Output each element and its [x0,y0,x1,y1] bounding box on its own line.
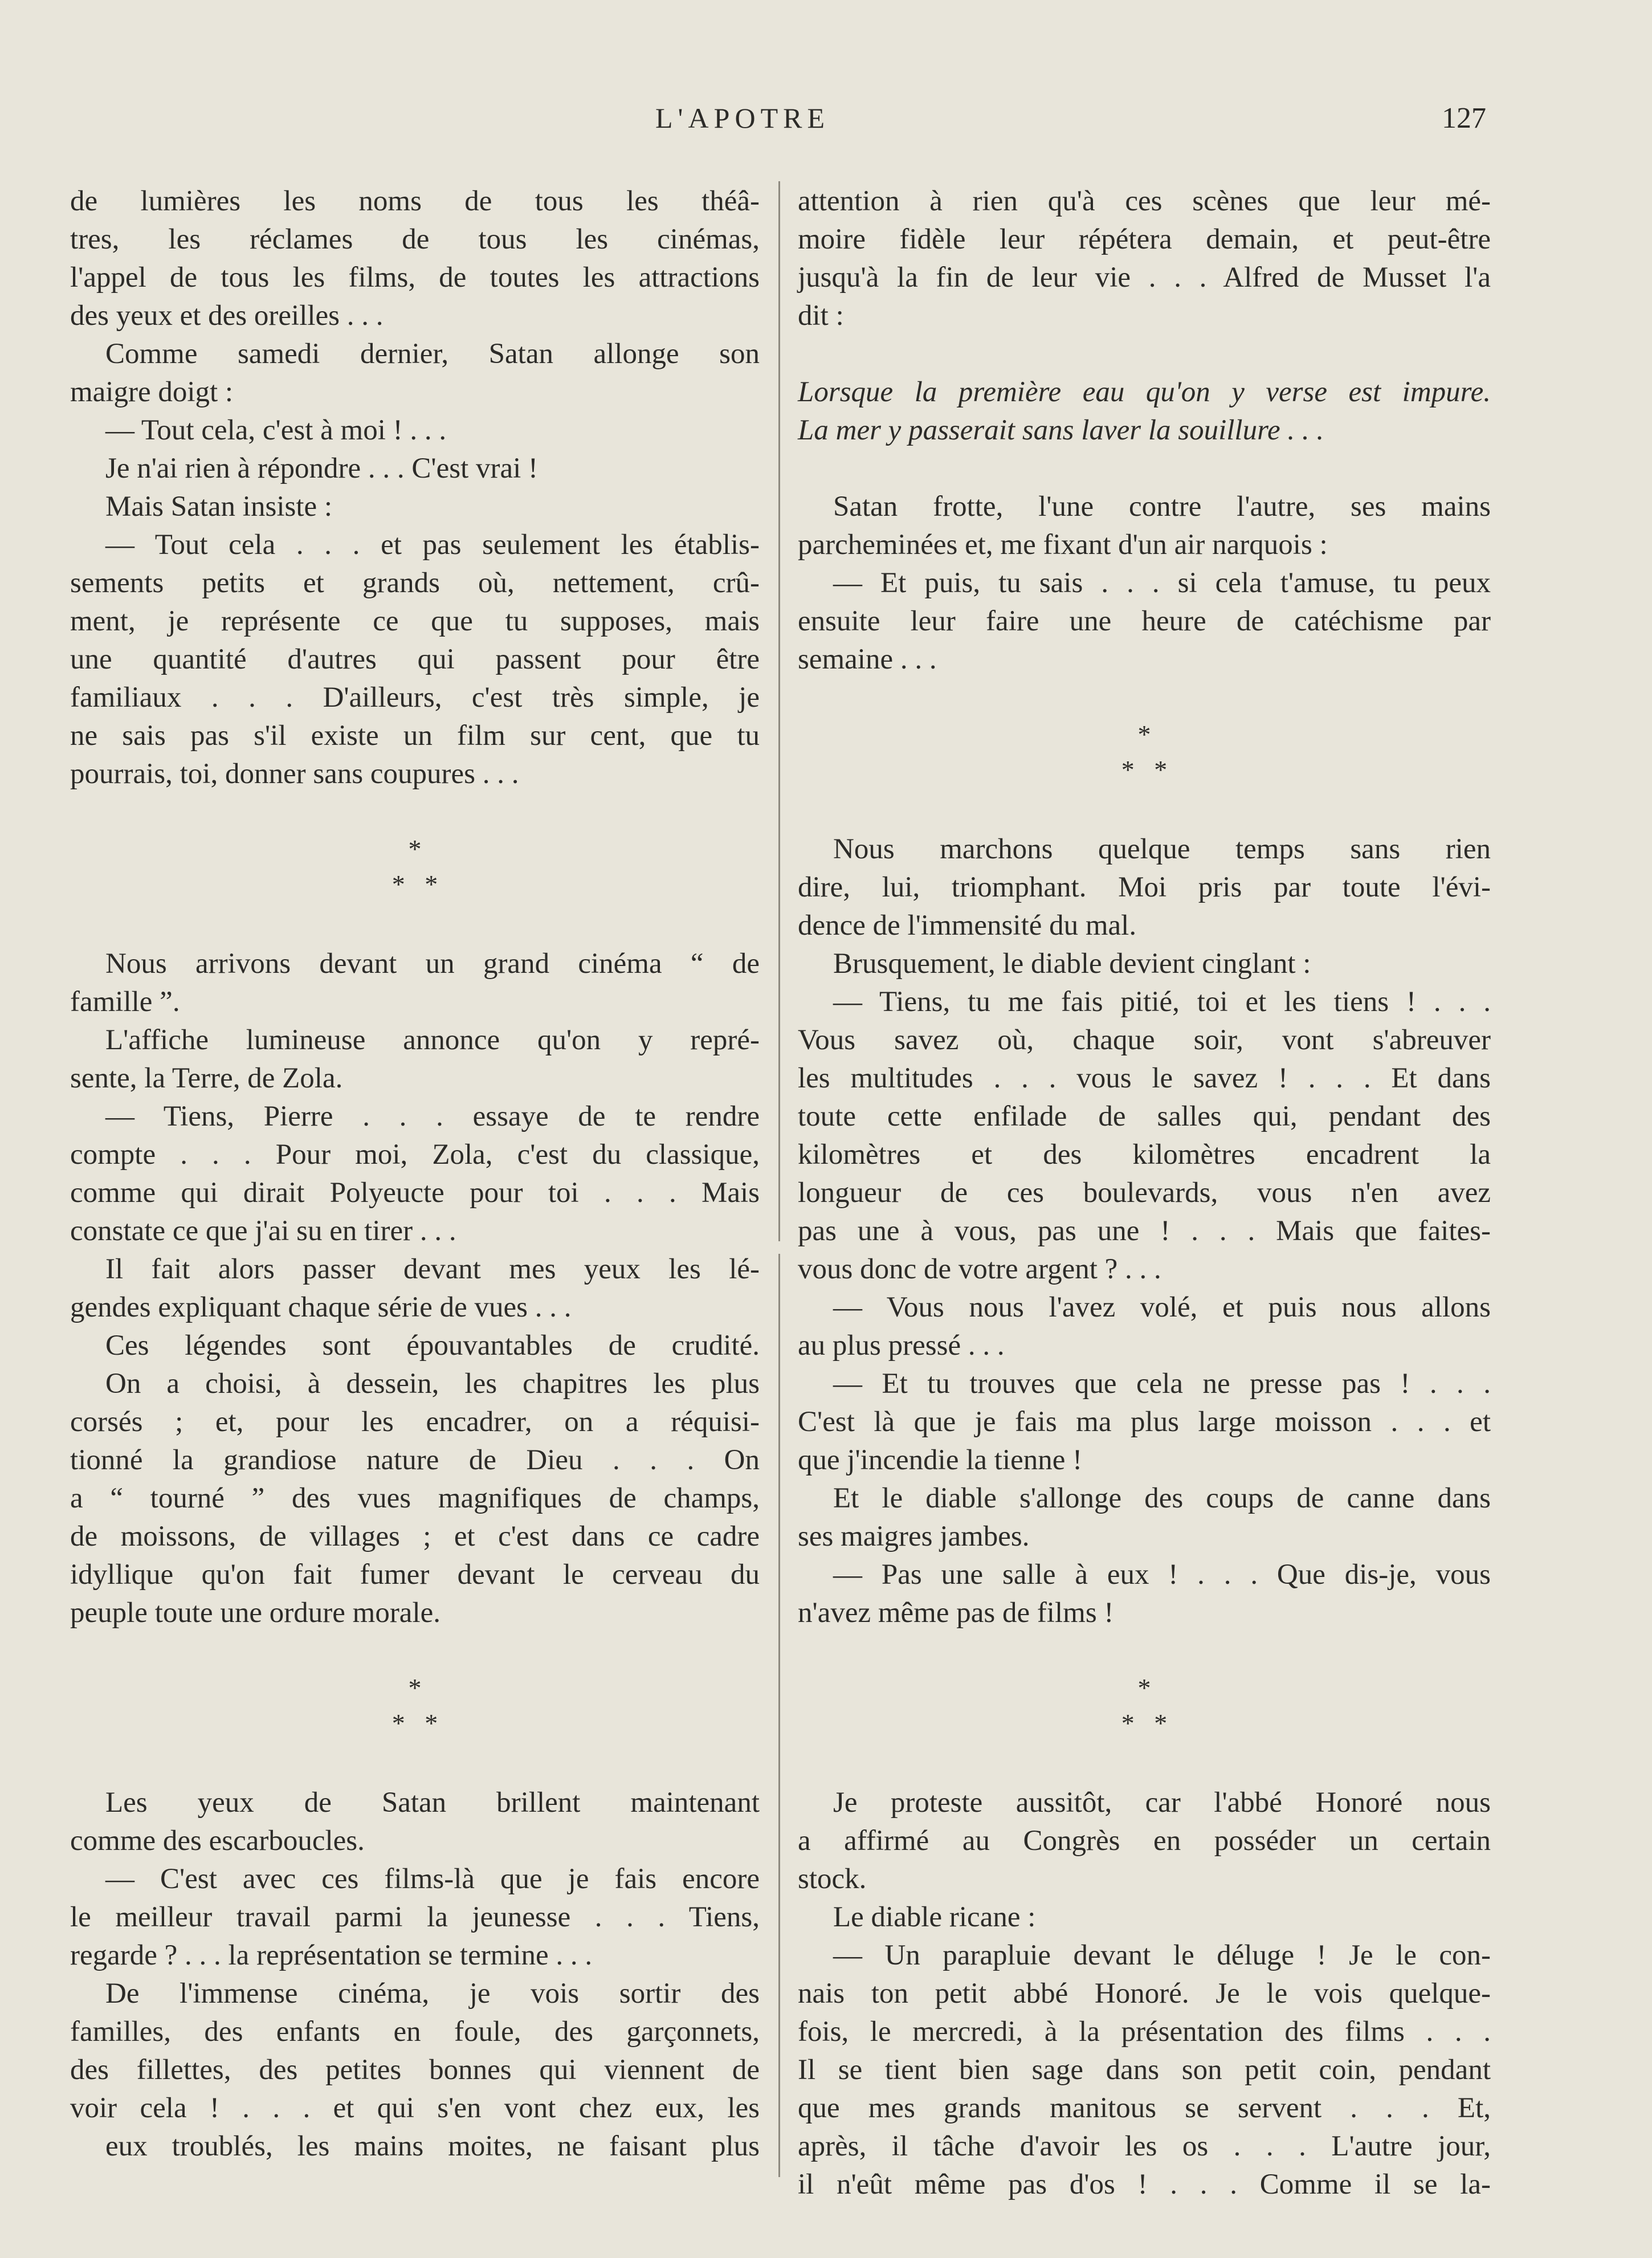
page-number: 127 [1442,102,1486,134]
text-line: gendes expliquant chaque série de vues . . . [70,1291,572,1323]
text-line: que mes grands manitous se servent . . . Et, [798,2092,1491,2124]
text-line: Brusquement, le diable devient cinglant : [833,948,1311,980]
text-line: tres, les réclames de tous les cinémas, [70,223,760,255]
asterisk: * * [391,1709,438,1738]
text-line: Les yeux de Satan brillent maintenant [105,1787,760,1819]
text-line: voir cela ! . . . et qui s'en vont chez eux, les [70,2092,760,2124]
text-line: que j'incendie la tienne ! [798,1444,1083,1476]
text-line: Satan frotte, l'une contre l'autre, ses mains [833,491,1491,523]
text-line: moire fidèle leur répétera demain, et peut-être [798,223,1491,255]
text-line: parcheminées et, me fixant d'un air narquois : [798,529,1328,561]
text-line: — C'est avec ces films-là que je fais encore [105,1863,760,1895]
text-line: La mer y passerait sans laver la souillure . . . [798,414,1324,446]
text-line: de moissons, de villages ; et c'est dans ce cadre [70,1521,760,1552]
text-line: — Et puis, tu sais . . . si cela t'amuse, tu peux [833,567,1491,599]
text-line: sente, la Terre, de Zola. [70,1062,343,1094]
text-line: fois, le mercredi, à la présentation des films . . . [798,2016,1491,2048]
text-line: Je proteste aussitôt, car l'abbé Honoré nous [833,1787,1491,1819]
text-line: pourrais, toi, donner sans coupures . . . [70,758,519,790]
text-line: eux troublés, les mains moites, ne faisant plus [105,2130,760,2162]
asterisk: * [1137,720,1151,749]
text-line: vous donc de votre argent ? . . . [798,1253,1161,1285]
text-line: Il fait alors passer devant mes yeux les lé- [105,1253,760,1285]
text-line: il n'eût même pas d'os ! . . . Comme il se la- [798,2169,1491,2200]
text-line: kilomètres et des kilomètres encadrent la [798,1139,1491,1171]
text-line: sements petits et grands où, nettement, crû- [70,567,760,599]
text-line: regarde ? . . . la représentation se termine . . . [70,1939,593,1971]
text-line: pas une à vous, pas une ! . . . Mais que faites- [798,1215,1491,1247]
text-line: ensuite leur faire une heure de catéchisme par [798,605,1491,637]
text-line: après, il tâche d'avoir les os . . . L'autre jour, [798,2130,1491,2162]
column-divider [778,181,780,1241]
text-line: idyllique qu'on fait fumer devant le cerveau du [70,1559,760,1591]
text-line: l'appel de tous les films, de toutes les attractions [70,262,760,294]
text-line: tionné la grandiose nature de Dieu . . . On [70,1444,760,1476]
text-line: ment, je représente ce que tu supposes, mais [70,605,760,637]
text-line: comme des escarboucles. [70,1825,365,1857]
asterisk: * [408,1673,422,1702]
text-line: — Et tu trouves que cela ne presse pas ! . . . [833,1368,1491,1400]
text-line: — Tiens, Pierre . . . essaye de te rendre [105,1101,760,1132]
text-line: — Tout cela . . . et pas seulement les établis- [105,529,760,561]
section-separator [70,1670,760,1746]
section-separator [798,717,1491,792]
text-line: familiaux . . . D'ailleurs, c'est très simple, je [70,682,760,714]
text-line: dire, lui, triomphant. Moi pris par toute l'évi- [798,871,1491,903]
text-line: des fillettes, des petites bonnes qui viennent de [70,2054,760,2086]
asterisk: * * [1121,755,1168,784]
text-line: au plus pressé . . . [798,1330,1005,1362]
text-line: Il se tient bien sage dans son petit coin, pendant [798,2054,1491,2086]
text-line: longueur de ces boulevards, vous n'en avez [798,1177,1491,1209]
text-line: Ces légendes sont épouvantables de crudité. [105,1330,760,1362]
text-line: — Pas une salle à eux ! . . . Que dis-je, vous [833,1559,1491,1591]
text-line: stock. [798,1863,867,1895]
text-line: semaine . . . [798,643,937,675]
text-line: — Tiens, tu me fais pitié, toi et les tiens ! . . . [833,986,1491,1018]
text-line: n'avez même pas de films ! [798,1597,1114,1629]
running-title: L'APOTRE [655,102,830,134]
text-line: — Tout cela, c'est à moi ! . . . [105,414,447,446]
section-separator [798,1670,1491,1746]
text-line: les multitudes . . . vous le savez ! . . . Et dans [798,1062,1491,1094]
text-line: maigre doigt : [70,376,234,408]
text-line: Nous marchons quelque temps sans rien [833,833,1491,865]
section-separator [70,832,760,907]
text-line: jusqu'à la fin de leur vie . . . Alfred de Musset l'a [798,262,1491,294]
text-line: — Un parapluie devant le déluge ! Je le con- [833,1939,1491,1971]
text-line: a affirmé au Congrès en posséder un certain [798,1825,1491,1857]
text-line: attention à rien qu'à ces scènes que leur mé- [798,185,1491,217]
text-line: Vous savez où, chaque soir, vont s'abreuver [798,1024,1491,1056]
text-line: On a choisi, à dessein, les chapitres les plus [105,1368,760,1400]
text-line: Comme samedi dernier, Satan allonge son [105,338,760,370]
left-column [70,182,760,2166]
text-line: une quantité d'autres qui passent pour être [70,643,760,675]
text-line: comme qui dirait Polyeucte pour toi . . . Mais [70,1177,760,1209]
text-line: C'est là que je fais ma plus large moisson . . . et [798,1406,1491,1438]
right-column [798,182,1491,2204]
text-line: corsés ; et, pour les encadrer, on a réquisi- [70,1406,760,1438]
text-line: le meilleur travail parmi la jeunesse . . . Tiens, [70,1901,760,1933]
text-line: Je n'ai rien à répondre . . . C'est vrai ! [105,453,539,484]
asterisk: * [408,834,422,863]
asterisk: * * [391,870,438,899]
text-line: ses maigres jambes. [798,1521,1030,1552]
text-line: famille ”. [70,986,180,1018]
text-line: Lorsque la première eau qu'on y verse est impure. [798,376,1491,408]
text-line: nais ton petit abbé Honoré. Je le vois quelque- [798,1978,1491,2010]
text-line: De l'immense cinéma, je vois sortir des [105,1978,760,2010]
text-line: dit : [798,300,844,332]
column-divider [778,1254,780,2177]
text-line: toute cette enfilade de salles qui, pendant des [798,1101,1491,1132]
text-line: constate ce que j'ai su en tirer . . . [70,1215,456,1247]
text-line: L'affiche lumineuse annonce qu'on y repré- [105,1024,760,1056]
text-line: compte . . . Pour moi, Zola, c'est du classique, [70,1139,760,1171]
text-line: peuple toute une ordure morale. [70,1597,441,1629]
asterisk: * * [1121,1709,1168,1738]
text-line: familles, des enfants en foule, des garçonnets, [70,2016,760,2048]
text-line: Nous arrivons devant un grand cinéma “ de [105,948,760,980]
text-line: des yeux et des oreilles . . . [70,300,384,332]
text-line: Et le diable s'allonge des coups de canne dans [833,1482,1491,1514]
text-line: de lumières les noms de tous les théâ- [70,185,760,217]
text-line: — Vous nous l'avez volé, et puis nous allons [833,1291,1491,1323]
text-line: ne sais pas s'il existe un film sur cent, que tu [70,720,760,752]
text-line: Mais Satan insiste : [105,491,333,523]
text-line: dence de l'immensité du mal. [798,910,1137,941]
text-line: Le diable ricane : [833,1901,1036,1933]
asterisk: * [1137,1673,1151,1702]
text-line: a “ tourné ” des vues magnifiques de champs, [70,1482,760,1514]
